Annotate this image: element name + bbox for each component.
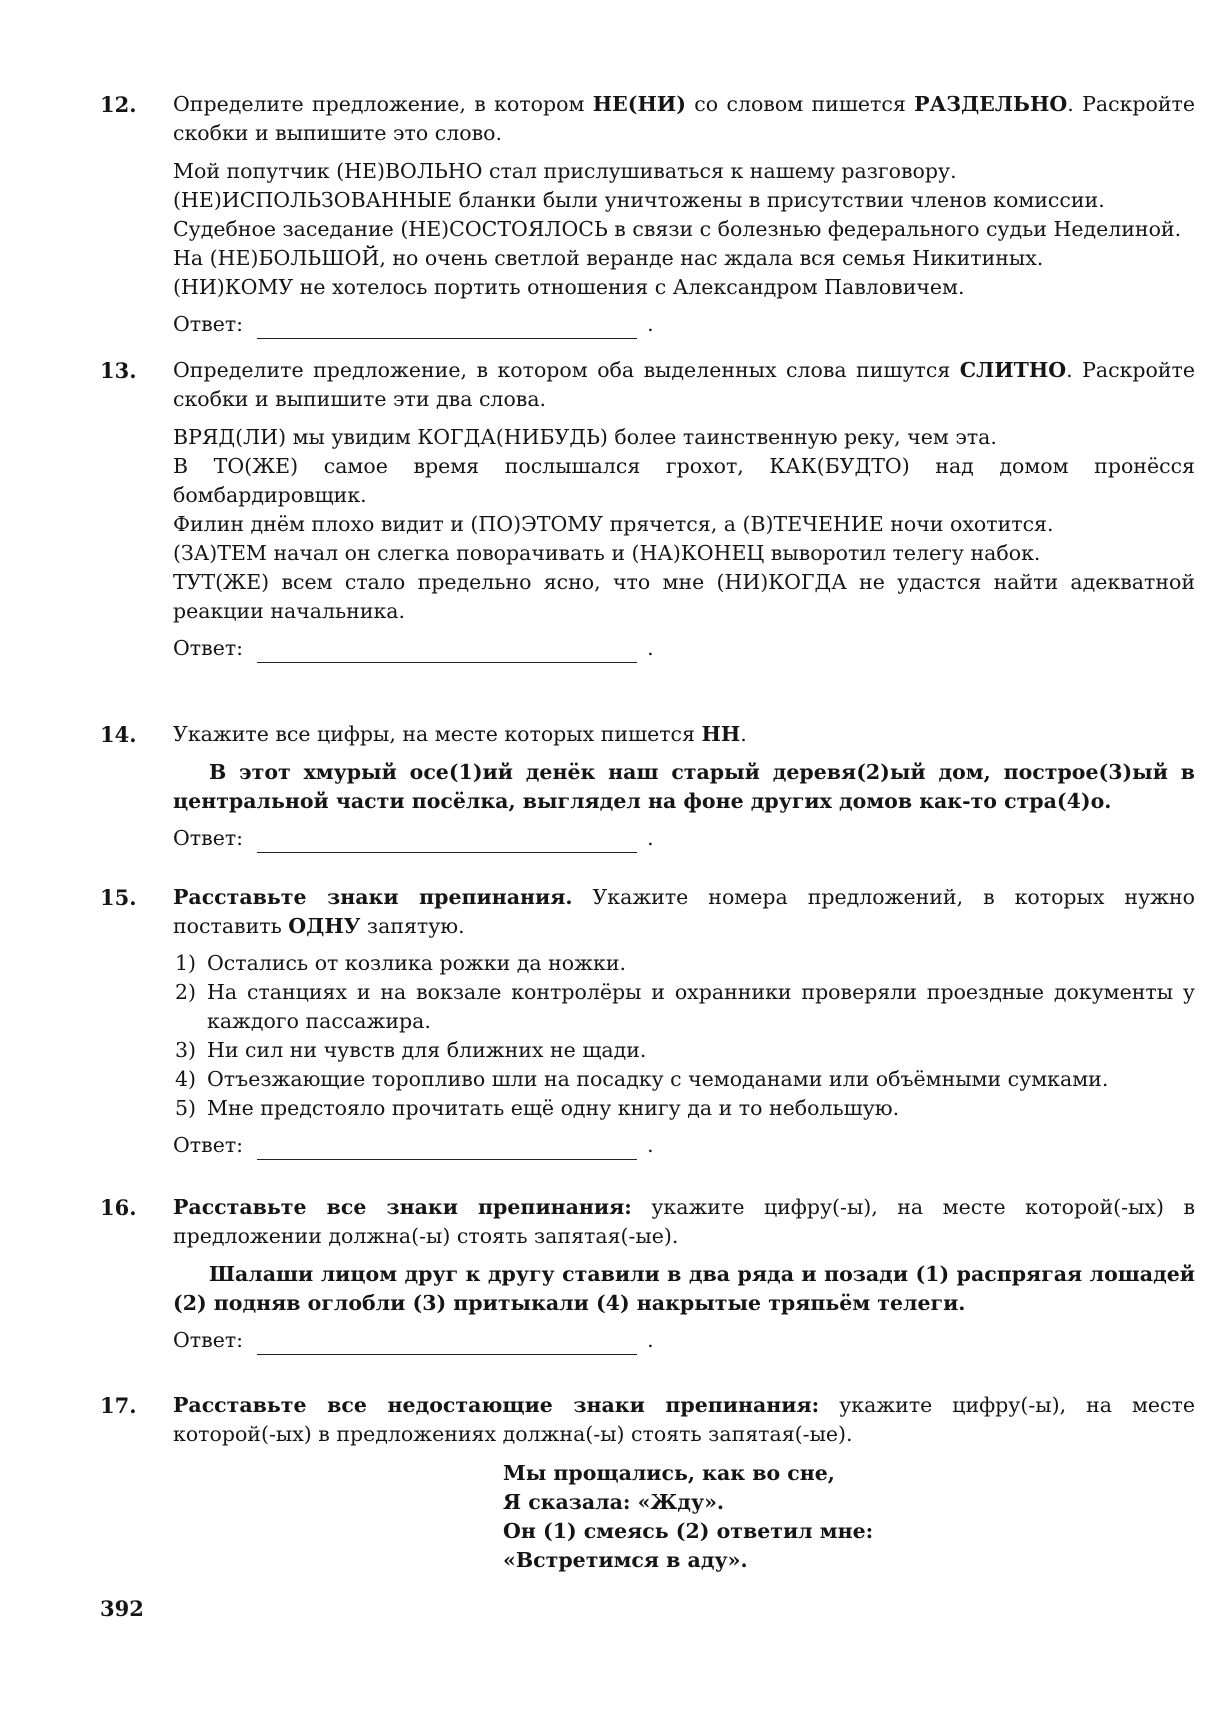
instruction-text: со словом пишется: [685, 92, 915, 116]
sentence: В ТО(ЖЕ) самое время послышался грохот, КАК(БУДТО) над домом пронёсся бомбардировщик.: [173, 454, 1195, 507]
instruction-text: укажите цифру(-ы), на месте которой(-ых) в предложениях должна(-ы) стоять запятая(-ые).: [173, 1393, 1195, 1446]
instruction-text: укажите цифру(-ы), на месте которой(-ых) в предложении должна(-ы) стоять запятая(-ые).: [173, 1195, 1195, 1248]
answer-label: Ответ:: [173, 1133, 244, 1157]
sentence: ВРЯД(ЛИ) мы увидим КОГДА(НИБУДЬ) более таинственную реку, чем эта.: [173, 425, 997, 449]
list-item-number: 5): [175, 1096, 197, 1120]
task-instruction: [173, 356, 1195, 414]
sentence: Филин днём плохо видит и (ПО)ЭТОМУ прячется, а (В)ТЕЧЕНИЕ ночи охотится.: [173, 512, 1054, 536]
task-instruction: [173, 883, 1195, 941]
list-item-number: 1): [175, 951, 197, 975]
instruction-text: . Раскройте скобки и выпишите это слово.: [173, 92, 1195, 145]
list-item: [173, 1094, 1195, 1123]
answer-blank[interactable]: [257, 830, 637, 853]
instruction-emphasis: ОДНУ: [288, 914, 361, 938]
list-item-number: 4): [175, 1067, 197, 1091]
instruction-text: Определите предложение, в котором оба выделенных слова пишутся: [173, 358, 960, 382]
task-15: [100, 883, 1195, 1160]
example-sentence: В этот хмурый осе(1)ий денёк наш старый деревя(2)ый дом, построе(3)ый в центральной части посёлка, выглядел на фоне других домов как-то стра(4)о.: [173, 760, 1195, 813]
answer-blank[interactable]: [257, 640, 637, 663]
instruction-text: Определите предложение, в котором: [173, 92, 593, 116]
answer-row: [173, 634, 1195, 663]
task-instruction: [173, 1391, 1195, 1449]
answer-dot: .: [647, 636, 654, 660]
answer-dot: .: [647, 312, 654, 336]
list-item-text: Ни сил ни чувств для ближних не щади.: [207, 1038, 647, 1062]
answer-row: [173, 310, 1195, 339]
example-sentence: Шалаши лицом друг к другу ставили в два ряда и позади (1) распрягая лошадей (2) подняв оглобли (3) притыкали (4) накрытые тряпьём телеги.: [173, 1262, 1195, 1315]
list-item-number: 3): [175, 1038, 197, 1062]
task-number: 17.: [100, 1393, 137, 1418]
sentence-list: [173, 157, 1195, 302]
list-item-text: Остались от козлика рожки да ножки.: [207, 951, 626, 975]
sentence: ТУТ(ЖЕ) всем стало предельно ясно, что мне (НИ)КОГДА не удастся найти адекватной реакции начальника.: [173, 570, 1195, 623]
sentence: (НИ)КОМУ не хотелось портить отношения с Александром Павловичем.: [173, 275, 965, 299]
sentence: (НЕ)ИСПОЛЬЗОВАННЫЕ бланки были уничтожены в присутствии членов комиссии.: [173, 188, 1105, 212]
answer-blank[interactable]: [257, 316, 637, 339]
answer-dot: .: [647, 1133, 654, 1157]
instruction-text: запятую.: [360, 914, 465, 938]
instruction-emphasis: НЕ(НИ): [592, 92, 686, 116]
instruction-emphasis: Расставьте все знаки препинания:: [173, 1195, 632, 1219]
task-16: [100, 1193, 1195, 1355]
sentence: Судебное заседание (НЕ)СОСТОЯЛОСЬ в связи с болезнью федерального судьи Неделиной.: [173, 217, 1182, 241]
sentence: На (НЕ)БОЛЬШОЙ, но очень светлой веранде нас ждала вся семья Никитиных.: [173, 246, 1044, 270]
list-item: [173, 1036, 1195, 1065]
sentence: Мой попутчик (НЕ)ВОЛЬНО стал прислушиваться к нашему разговору.: [173, 159, 957, 183]
list-item: [173, 949, 1195, 978]
task-number: 12.: [100, 92, 137, 117]
task-12: [100, 90, 1195, 339]
poem-line: Мы прощались, как во сне,: [503, 1461, 835, 1485]
task-number: 15.: [100, 885, 137, 910]
answer-row: [173, 824, 1195, 853]
instruction-emphasis: Расставьте знаки препинания.: [173, 885, 573, 909]
task-number: 16.: [100, 1195, 137, 1220]
task-13: [100, 356, 1195, 663]
task-number: 13.: [100, 358, 137, 383]
answer-blank[interactable]: [257, 1137, 637, 1160]
task-14: [100, 720, 1195, 853]
list-item-text: Отъезжающие торопливо шли на посадку с чемоданами или объёмными сумками.: [207, 1067, 1109, 1091]
answer-blank[interactable]: [257, 1332, 637, 1355]
instruction-emphasis: НН: [701, 722, 741, 746]
list-item-text: На станциях и на вокзале контролёры и охранники проверяли проездные документы у каждого пассажира.: [207, 980, 1195, 1033]
task-instruction: [173, 720, 1195, 749]
answer-row: [173, 1131, 1195, 1160]
task-instruction: [173, 90, 1195, 148]
poem-line: Я сказала: «Жду».: [503, 1490, 725, 1514]
sentence-list: [173, 423, 1195, 626]
answer-label: Ответ:: [173, 1328, 244, 1352]
answer-label: Ответ:: [173, 312, 244, 336]
answer-row: [173, 1326, 1195, 1355]
answer-dot: .: [647, 1328, 654, 1352]
instruction-emphasis: СЛИТНО: [959, 358, 1067, 382]
sentence: (ЗА)ТЕМ начал он слегка поворачивать и (НА)КОНЕЦ выворотил телегу набок.: [173, 541, 1041, 565]
poem: [503, 1459, 1195, 1575]
task-17: [100, 1391, 1195, 1575]
list-item: [173, 978, 1195, 1036]
instruction-text: Укажите все цифры, на месте которых пишется: [173, 722, 702, 746]
answer-label: Ответ:: [173, 826, 244, 850]
task-instruction: [173, 1193, 1195, 1251]
numbered-list: [173, 949, 1195, 1123]
instruction-emphasis: РАЗДЕЛЬНО: [914, 92, 1068, 116]
answer-label: Ответ:: [173, 636, 244, 660]
list-item-text: Мне предстояло прочитать ещё одну книгу да и то небольшую.: [207, 1096, 900, 1120]
page-number: 392: [100, 1596, 144, 1621]
instruction-text: Укажите номера предложений, в которых нужно поставить: [173, 885, 1195, 938]
poem-line: Он (1) смеясь (2) ответил мне:: [503, 1519, 874, 1543]
instruction-emphasis: Расставьте все недостающие знаки препинания:: [173, 1393, 820, 1417]
list-item: [173, 1065, 1195, 1094]
task-number: 14.: [100, 722, 137, 747]
answer-dot: .: [647, 826, 654, 850]
instruction-text: .: [740, 722, 747, 746]
instruction-text: . Раскройте скобки и выпишите эти два слова.: [173, 358, 1195, 411]
list-item-number: 2): [175, 980, 197, 1004]
poem-line: «Встретимся в аду».: [503, 1548, 748, 1572]
